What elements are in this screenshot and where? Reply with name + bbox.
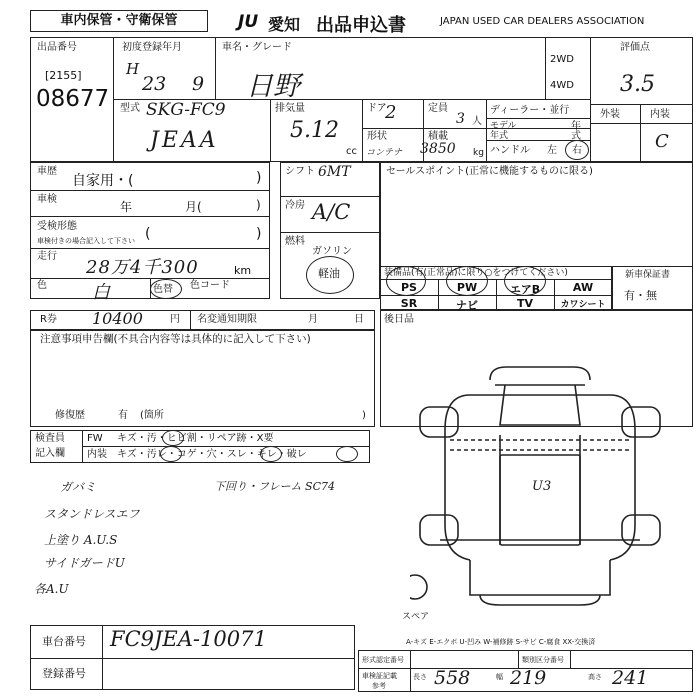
damage-mark-u3: U3 [532,479,552,494]
recv-close: ) [256,226,262,242]
shift-label: シフト [285,166,315,177]
equip-pw: PW [456,281,478,294]
displacement-unit: cc [346,146,357,157]
exterior-label: 外装 [600,109,620,120]
load-label: 積載 [428,131,448,142]
damage-legend: A-キズ E-エクボ U-凹み W-補修跡 S-サビ C-腐食 XX-交換済 [406,638,596,646]
tax-day: 日 [354,314,364,325]
equip-ps-circle [386,266,426,296]
handle-right-circle [565,140,589,160]
checker-mark-3 [260,446,282,462]
displacement-label: 排気量 [275,103,305,114]
drive-4wd: 4WD [550,80,574,91]
length-label: 長さ [413,673,427,681]
cert-label: 形式認定番号 [362,656,404,664]
spare-label: スペア [402,612,430,622]
history-value: 自家用・( [72,173,134,189]
drive-2wd: 2WD [550,54,574,65]
dealer-label: ディーラー・並行 [490,105,570,116]
header-tag: 車内保管・守衛保管 [30,10,208,32]
recv-sub: 車検付きの場合記入して下さい [37,237,135,245]
model-label: 型式 [120,103,140,114]
aircon-value: A/C [312,200,351,224]
model-code: SKG-FC9 [146,100,226,120]
mileage-value: 28万4千300 [86,257,199,278]
length-value: 558 [434,667,471,689]
lot-label: 出品番号 [37,42,77,53]
reg-month: 9 [192,73,205,95]
checker-mark-4 [336,446,358,462]
shift-value: 6MT [318,164,351,180]
inspection-label: 車検 [37,194,57,205]
reg-era: H [126,60,140,78]
equip-aw: AW [572,281,594,294]
warranty-value: 有・無 [624,289,657,302]
shape-value: コンテナ [366,148,403,158]
size-label: 車検証記載 [362,672,397,680]
equipment-header: 装備品(有(正常品)に限り○をつけてください) [384,268,568,278]
model-year-label: モデル 年式 [490,121,517,141]
load-value: 3850 [420,141,456,157]
reg-year: 23 [142,73,167,95]
recycle-unit: 円 [170,314,180,325]
car-label: 車名・グレード [222,42,292,53]
category-label: 類別区分番号 [522,656,564,664]
load-unit: kg [473,148,484,158]
after-goods-label: 後日品 [384,314,414,325]
equip-tv: TV [516,297,534,310]
checker-label2: 記入欄 [35,448,65,459]
reg-number-label: 登録番号 [42,667,86,680]
color-code-label: 色コード [190,280,230,291]
interior-label: 内装 [650,109,670,120]
aircon-label: 冷房 [285,200,305,211]
form-title: 出品申込書 [316,15,406,36]
style-unit: 式 [571,131,581,142]
history-close: ) [256,170,262,186]
color-change-circle [150,279,182,299]
note-4: サイドガードU [44,556,125,570]
mileage-unit: km [234,264,252,277]
interior-grade: C [655,131,669,152]
ju-logo: JU [238,12,259,32]
grade-score: 3.5 [620,72,655,97]
note-5: 各A.U [34,582,69,596]
checker-fw: FW [87,433,103,444]
width-value: 219 [510,667,547,689]
reg-label: 初度登録年月 [122,42,182,53]
model-grade: JEAA [150,128,219,153]
note-3: 上塗り A.U.S [44,533,118,547]
history-label: 車歴 [37,166,57,177]
repair-label: 修復歴 [55,410,85,421]
equip-airbag-circle [504,266,546,296]
color-value: 白 [92,282,110,303]
inspection-year: 年 [120,200,133,214]
note-2: スタンドレスエフ [44,507,140,521]
checker-int-items: キズ・汚レ・コゲ・穴・スレ・キレ・破レ [117,449,307,460]
checker-int: 内装 [87,449,107,460]
chassis-label: 車台番号 [42,635,86,648]
doors-value: 2 [385,102,397,123]
notice-label: 注意事項申告欄(不具合内容等は具体的に記入して下さい) [40,333,311,345]
handle-left: 左 [547,145,557,156]
checker-mark-1 [162,430,184,446]
ref-label: 参考 [372,682,386,690]
equip-leather: カワシート [560,300,606,310]
grade-label: 評価点 [620,42,650,53]
association-name: JAPAN USED CAR DEALERS ASSOCIATION [440,16,645,27]
tax-month: 月 [308,314,318,325]
height-label: 高さ [588,673,602,681]
handle-right: 右 [572,145,582,156]
fuel-label: 燃料 [285,236,305,247]
capacity-unit: 人 [472,116,482,127]
fuel-gasoline: ガソリン [312,246,352,257]
repair-value: 有 [118,410,128,421]
capacity-value: 3 [456,111,465,127]
shape-label: 形状 [367,131,387,142]
width-label: 幅 [496,673,503,681]
displacement-value: 5.12 [290,118,339,143]
color-change-label: 色替 [153,284,173,295]
note-6: 下回り・フレーム SC74 [214,480,336,493]
lot-number: 08677 [36,86,110,112]
handle-label: ハンドル [490,145,530,156]
year-unit: 年 [571,121,581,132]
fuel-diesel: 軽油 [318,267,340,280]
fuel-diesel-circle [306,256,354,294]
repair-location: (箇所 [140,410,164,421]
checker-label: 検査員 [35,433,65,444]
recycle-label: R券 [40,314,57,325]
equip-pw-circle [446,266,488,296]
recycle-value: 10400 [92,309,143,328]
lot-code: [2155] [45,69,82,82]
warranty-label: 新車保証書 [625,270,671,280]
inspection-close: ) [256,198,261,212]
doors-label: ドア [367,103,387,114]
repair-close: ) [362,410,366,421]
chassis-number: FC9JEA-10071 [110,627,267,651]
recv-label: 受検形態 [37,221,77,232]
capacity-label: 定員 [428,103,448,114]
checker-fw-items: キズ・汚・ヒビ割・リペア跡・X要 [117,433,274,444]
equip-navi: ナビ [456,299,478,312]
recv-paren: ( [145,226,151,242]
tax-label: 名変通知期限 [197,314,257,325]
equip-ps: PS [401,281,417,294]
checker-mark-2 [160,446,182,462]
note-1: ガバミ [60,480,97,494]
car-name: 日野 [246,71,300,102]
equip-airbag: エアB [509,283,541,296]
mileage-label: 走行 [37,251,57,262]
color-label: 色 [37,280,47,291]
inspection-month: 月( [185,200,202,214]
sales-label: セールスポイント(正常に機能するものに限る) [386,166,593,177]
org-name: 愛知 [268,15,301,34]
equip-sr: SR [400,297,418,310]
height-value: 241 [612,667,649,689]
